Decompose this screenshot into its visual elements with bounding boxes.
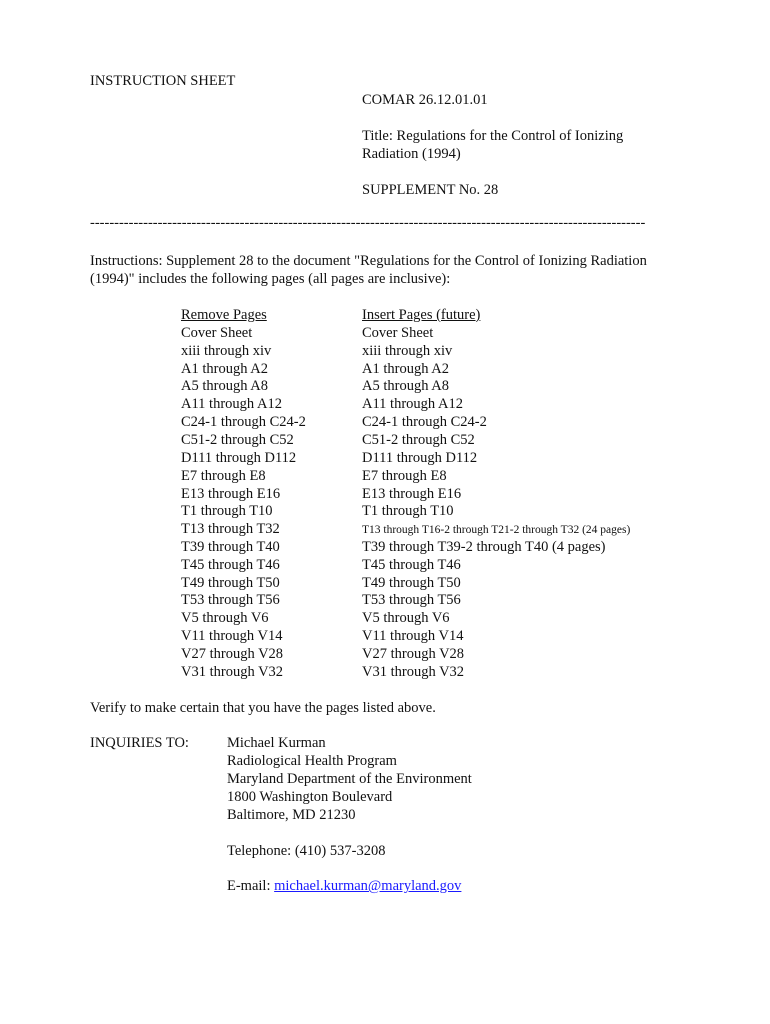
insert-row: D111 through D112 <box>362 450 478 466</box>
instructions-line-1: Instructions: Supplement 28 to the document "Regulations for the Control of Ionizing Radiation <box>90 253 647 269</box>
remove-row: T53 through T56 <box>181 592 280 608</box>
remove-row: T1 through T10 <box>181 503 273 519</box>
insert-row: A11 through A12 <box>362 396 463 412</box>
title-line-1: Title: Regulations for the Control of Ionizing <box>362 128 624 144</box>
insert-row: T49 through T50 <box>362 575 461 591</box>
remove-row: C51-2 through C52 <box>181 432 294 448</box>
remove-row: Cover Sheet <box>181 325 253 341</box>
remove-row: C24-1 through C24-2 <box>181 414 306 430</box>
remove-row: V5 through V6 <box>181 610 269 626</box>
remove-row: E13 through E16 <box>181 486 281 502</box>
insert-row: V31 through V32 <box>362 664 465 680</box>
insert-row: V11 through V14 <box>362 628 464 644</box>
remove-row: xiii through xiv <box>181 343 272 359</box>
insert-row: E7 through E8 <box>362 468 447 484</box>
email-link[interactable]: michael.kurman@maryland.gov <box>274 878 462 894</box>
insert-row: V27 through V28 <box>362 646 465 662</box>
insert-row: T39 through T39-2 through T40 (4 pages) <box>362 539 606 555</box>
insert-row: C51-2 through C52 <box>362 432 475 448</box>
verify-note: Verify to make certain that you have the pages listed above. <box>90 700 436 716</box>
remove-row: V27 through V28 <box>181 646 284 662</box>
email-label: E-mail: <box>227 878 275 894</box>
insert-row: T13 through T16-2 through T21-2 through T32 (24 pages) <box>362 524 631 536</box>
insert-row: E13 through E16 <box>362 486 462 502</box>
insert-row: V5 through V6 <box>362 610 450 626</box>
contact-street: 1800 Washington Boulevard <box>227 789 393 805</box>
comar-reference: COMAR 26.12.01.01 <box>362 92 488 108</box>
remove-pages-header: Remove Pages <box>181 307 267 323</box>
doc-type-heading: INSTRUCTION SHEET <box>90 73 236 89</box>
remove-row: A1 through A2 <box>181 361 268 377</box>
title-line-2: Radiation (1994) <box>362 146 461 162</box>
remove-row: D111 through D112 <box>181 450 297 466</box>
contact-program: Radiological Health Program <box>227 753 397 769</box>
remove-row: T13 through T32 <box>181 521 280 537</box>
insert-row: A1 through A2 <box>362 361 449 377</box>
contact-email-line <box>227 877 461 895</box>
supplement-number: SUPPLEMENT No. 28 <box>362 182 499 198</box>
contact-telephone: Telephone: (410) 537-3208 <box>227 843 386 859</box>
insert-row: T53 through T56 <box>362 592 461 608</box>
inquiries-label: INQUIRIES TO: <box>90 735 189 751</box>
instructions-line-2: (1994)" includes the following pages (all pages are inclusive): <box>90 271 451 287</box>
contact-department: Maryland Department of the Environment <box>227 771 472 787</box>
insert-row: T45 through T46 <box>362 557 461 573</box>
remove-row: T39 through T40 <box>181 539 280 555</box>
dashed-divider: ------------------------------------------------------------------------------------------------------------------- <box>90 215 646 231</box>
insert-pages-header: Insert Pages (future) <box>362 307 481 323</box>
remove-row: A11 through A12 <box>181 396 282 412</box>
remove-row: A5 through A8 <box>181 378 268 394</box>
remove-row: V11 through V14 <box>181 628 283 644</box>
insert-row: A5 through A8 <box>362 378 449 394</box>
remove-row: E7 through E8 <box>181 468 266 484</box>
insert-row: C24-1 through C24-2 <box>362 414 487 430</box>
contact-name: Michael Kurman <box>227 735 326 751</box>
insert-row: T1 through T10 <box>362 503 454 519</box>
remove-row: T49 through T50 <box>181 575 280 591</box>
contact-city: Baltimore, MD 21230 <box>227 807 356 823</box>
remove-row: T45 through T46 <box>181 557 280 573</box>
insert-row: Cover Sheet <box>362 325 434 341</box>
insert-row: xiii through xiv <box>362 343 453 359</box>
remove-row: V31 through V32 <box>181 664 284 680</box>
